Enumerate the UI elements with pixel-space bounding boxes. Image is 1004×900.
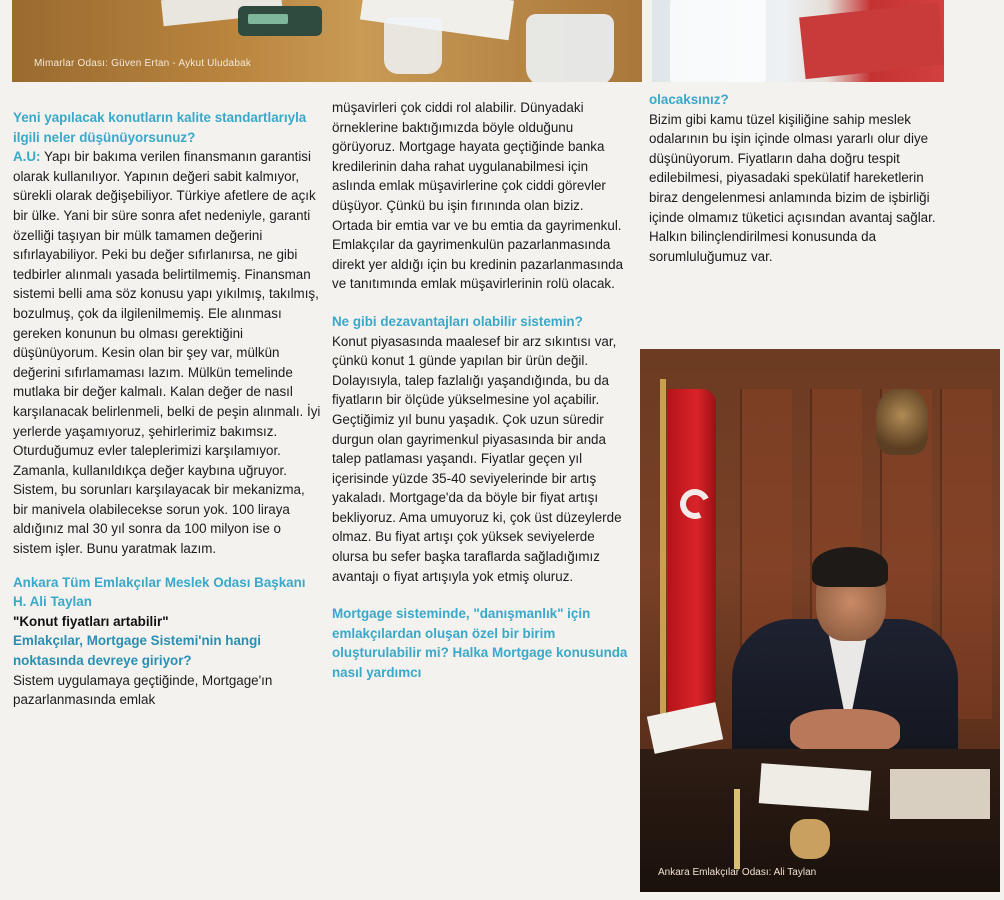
flag-icon	[668, 389, 716, 729]
pull-quote: "Konut fiyatları artabilir"	[13, 613, 169, 629]
article-column-3	[649, 90, 949, 266]
question-heading: Yeni yapılacak konutların kalite standartlarıyla ilgili neler düşünüyorsunuz?	[13, 110, 307, 145]
top-photo	[12, 0, 642, 82]
photo-caption: Ankara Emlakçılar Odası: Ali Taylan	[658, 867, 817, 878]
answer-paragraph	[13, 147, 321, 558]
question-heading: Ne gibi dezavantajları olabilir sistemin?	[332, 313, 583, 329]
article-column-2	[332, 98, 628, 683]
interviewee-title: Ankara Tüm Emlakçılar Meslek Odası Başkanı H. Ali Taylan	[13, 574, 306, 610]
phone-icon	[238, 6, 322, 36]
question-heading: Mortgage sisteminde, "danışmanlık" için emlakçılardan oluşan özel bir birim oluşturulabilir mi? Halka Mortgage konusunda nasıl yardımcı	[332, 606, 628, 681]
answer-text: Yapı bir bakıma verilen finansmanın garantisi olarak kullanılıyor. Yapının değeri sabit kalmıyor, sürekli olarak değişebiliyor. Türkiye afetlere de açık bir ülke. Yani bir süre sonra afet nedeniyle, garanti özelliği taşıyan bir mülk tamamen değerini sıfırlayabiliyor. Peki bu değer sıfırlanırsa, ne gibi tedbirler alınmalı yasada belirtilmemiş. Finansman sistemi belli ama söz konusu yapı yıkılmış, takılmış, bozulmuş, çok da ilgilenilmemiş. Ele alınması gereken konunun bu olması gerektiğini düşünüyorum. Kesin olan bir şey var, mülkün değerini sıfırlamaması lazım. Mülkün temelinde mutlaka bir değer kalmalı. Kalan değer de nasıl karşılanacak belirlenmeli, belki de peşin alınmalı. İyi yerlerde yaşamıyoruz, şehirlerimiz bakımsız. Oturduğumuz evler taleplerimizi karşılamıyor. Zamanla, kullanıldıkça değer kaybına uğruyor. Sistem, bu sorunları karşılayacak bir mekanizma, bir manivela olabilecekse sorun yok. 100 liraya aldığınız mal 30 yıl sonra da 100 milyon ise o sistem işler. Bunu yaratmak lazım.	[13, 149, 321, 557]
question-heading: Emlakçılar, Mortgage Sistemi'nin hangi noktasında devreye giriyor?	[13, 633, 262, 669]
answer-text: müşavirleri çok ciddi rol alabilir. Dünyadaki örneklerine baktığımızda böyle olduğunu görüyoruz. Mortgage hayata geçtiğinde banka kredilerinin daha rahat uygulanabilmesi için aslında emlak müşavirlerine çok ciddi görevler düşüyor. Çünkü bu işin fırınında olan biziz. Ortada bir emtia var ve bu emtia da gayrimenkul. Emlakçılar da gayrimenkulün pazarlanmasında direkt yer aldığı için bu kredinin pazarlanmasında ve tanıtımında emlak müşavirlerinin rolü olacak.	[332, 100, 624, 292]
answer-text: Konut piyasasında maalesef bir arz sıkıntısı var, çünkü konut 1 günde yapılan bir ürün değil. Dolayısıyla, talep fazlalığı yaşandığında, bu da fiyatların bir ölçüde yükselmesine yol açabilir. Geçtiğimiz yıl bunu yaşadık. Çok uzun süredir durgun olan gayrimenkul piyasasında bir anda talep patlaması yaşandı. Fiyatlar geçen yıl içerisinde yüzde 35-40 seviyelerinde bir artış yakaladı. Mortgage'da da böyle bir fiyat artışı bekliyoruz. Ama umuyoruz ki, çok üst düzeylerde olmaz. Bu fiyat artışı çok yüksek seviyelerde olursa bu sefer başka taraflarda sağladığımız avantajı o fiyat artışıyla yok etmiş oluruz.	[332, 333, 622, 584]
article-column-1	[13, 108, 321, 710]
portrait-photo	[640, 349, 1000, 892]
top-right-photo	[652, 0, 944, 82]
answer-text: Sistem uygulamaya geçtiğinde, Mortgage'ın pazarlanmasında emlak	[13, 672, 273, 708]
photo-caption: Mimarlar Odası: Güven Ertan - Aykut Uludabak	[34, 58, 252, 69]
bust-icon	[876, 389, 928, 455]
speaker-initials: A.U:	[13, 149, 41, 165]
answer-text: Bizim gibi kamu tüzel kişiliğine sahip meslek odalarının bu işin içinde olması yararlı olur diye düşünüyorum. Fiyatların daha doğru tespit edilebilmesi, piyasadaki spekülatif hareketlerin biraz dengelenmesi anlamında bizim de işbirliği içinde olmamız tüketici açısından avantaj sağlar. Halkın bilinçlendirilmesi konusunda da sorumluluğumuz var.	[649, 111, 936, 264]
question-heading: olacaksınız?	[649, 92, 729, 107]
